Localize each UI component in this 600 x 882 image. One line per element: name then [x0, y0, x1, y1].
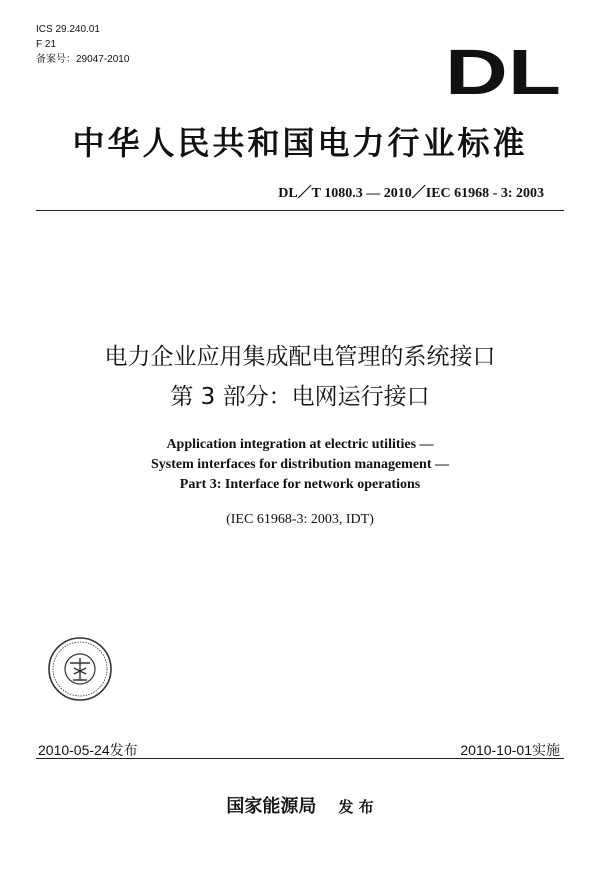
effective-date: 2010-10-01实施	[460, 742, 560, 758]
dl-logo	[444, 44, 562, 98]
title-en-line3: Part 3: Interface for network operations	[179, 477, 421, 492]
dl-logo-text: DL	[445, 44, 561, 98]
title-cn-line1: 电力企业应用集成配电管理的系统接口	[104, 344, 496, 370]
ccs-code: F 21	[36, 39, 57, 50]
title-en-line2: System interfaces for distribution management —	[151, 457, 449, 472]
standard-category-title: 中华人民共和国电力行业标准	[72, 124, 528, 162]
header-codes	[36, 22, 129, 67]
ics-code: ICS 29.240.01	[36, 24, 100, 35]
adoption-note: (IEC 61968-3: 2003, IDT)	[226, 512, 374, 527]
publisher-seal-icon	[47, 636, 113, 702]
publisher-line	[0, 792, 600, 818]
publish-date: 2010-05-24发布	[38, 742, 138, 758]
title-cn-line2: 第 3 部分：电网运行接口	[170, 384, 430, 410]
title-en-line1: Application integration at electric utilities —	[166, 437, 434, 452]
publish-action: 发 布	[338, 798, 374, 816]
top-divider	[36, 210, 564, 211]
standard-number: DL／T 1080.3 — 2010／IEC 61968 - 3: 2003	[278, 186, 544, 201]
filing-number: 备案号：29047-2010	[36, 54, 130, 65]
publisher-name: 国家能源局	[226, 796, 317, 817]
